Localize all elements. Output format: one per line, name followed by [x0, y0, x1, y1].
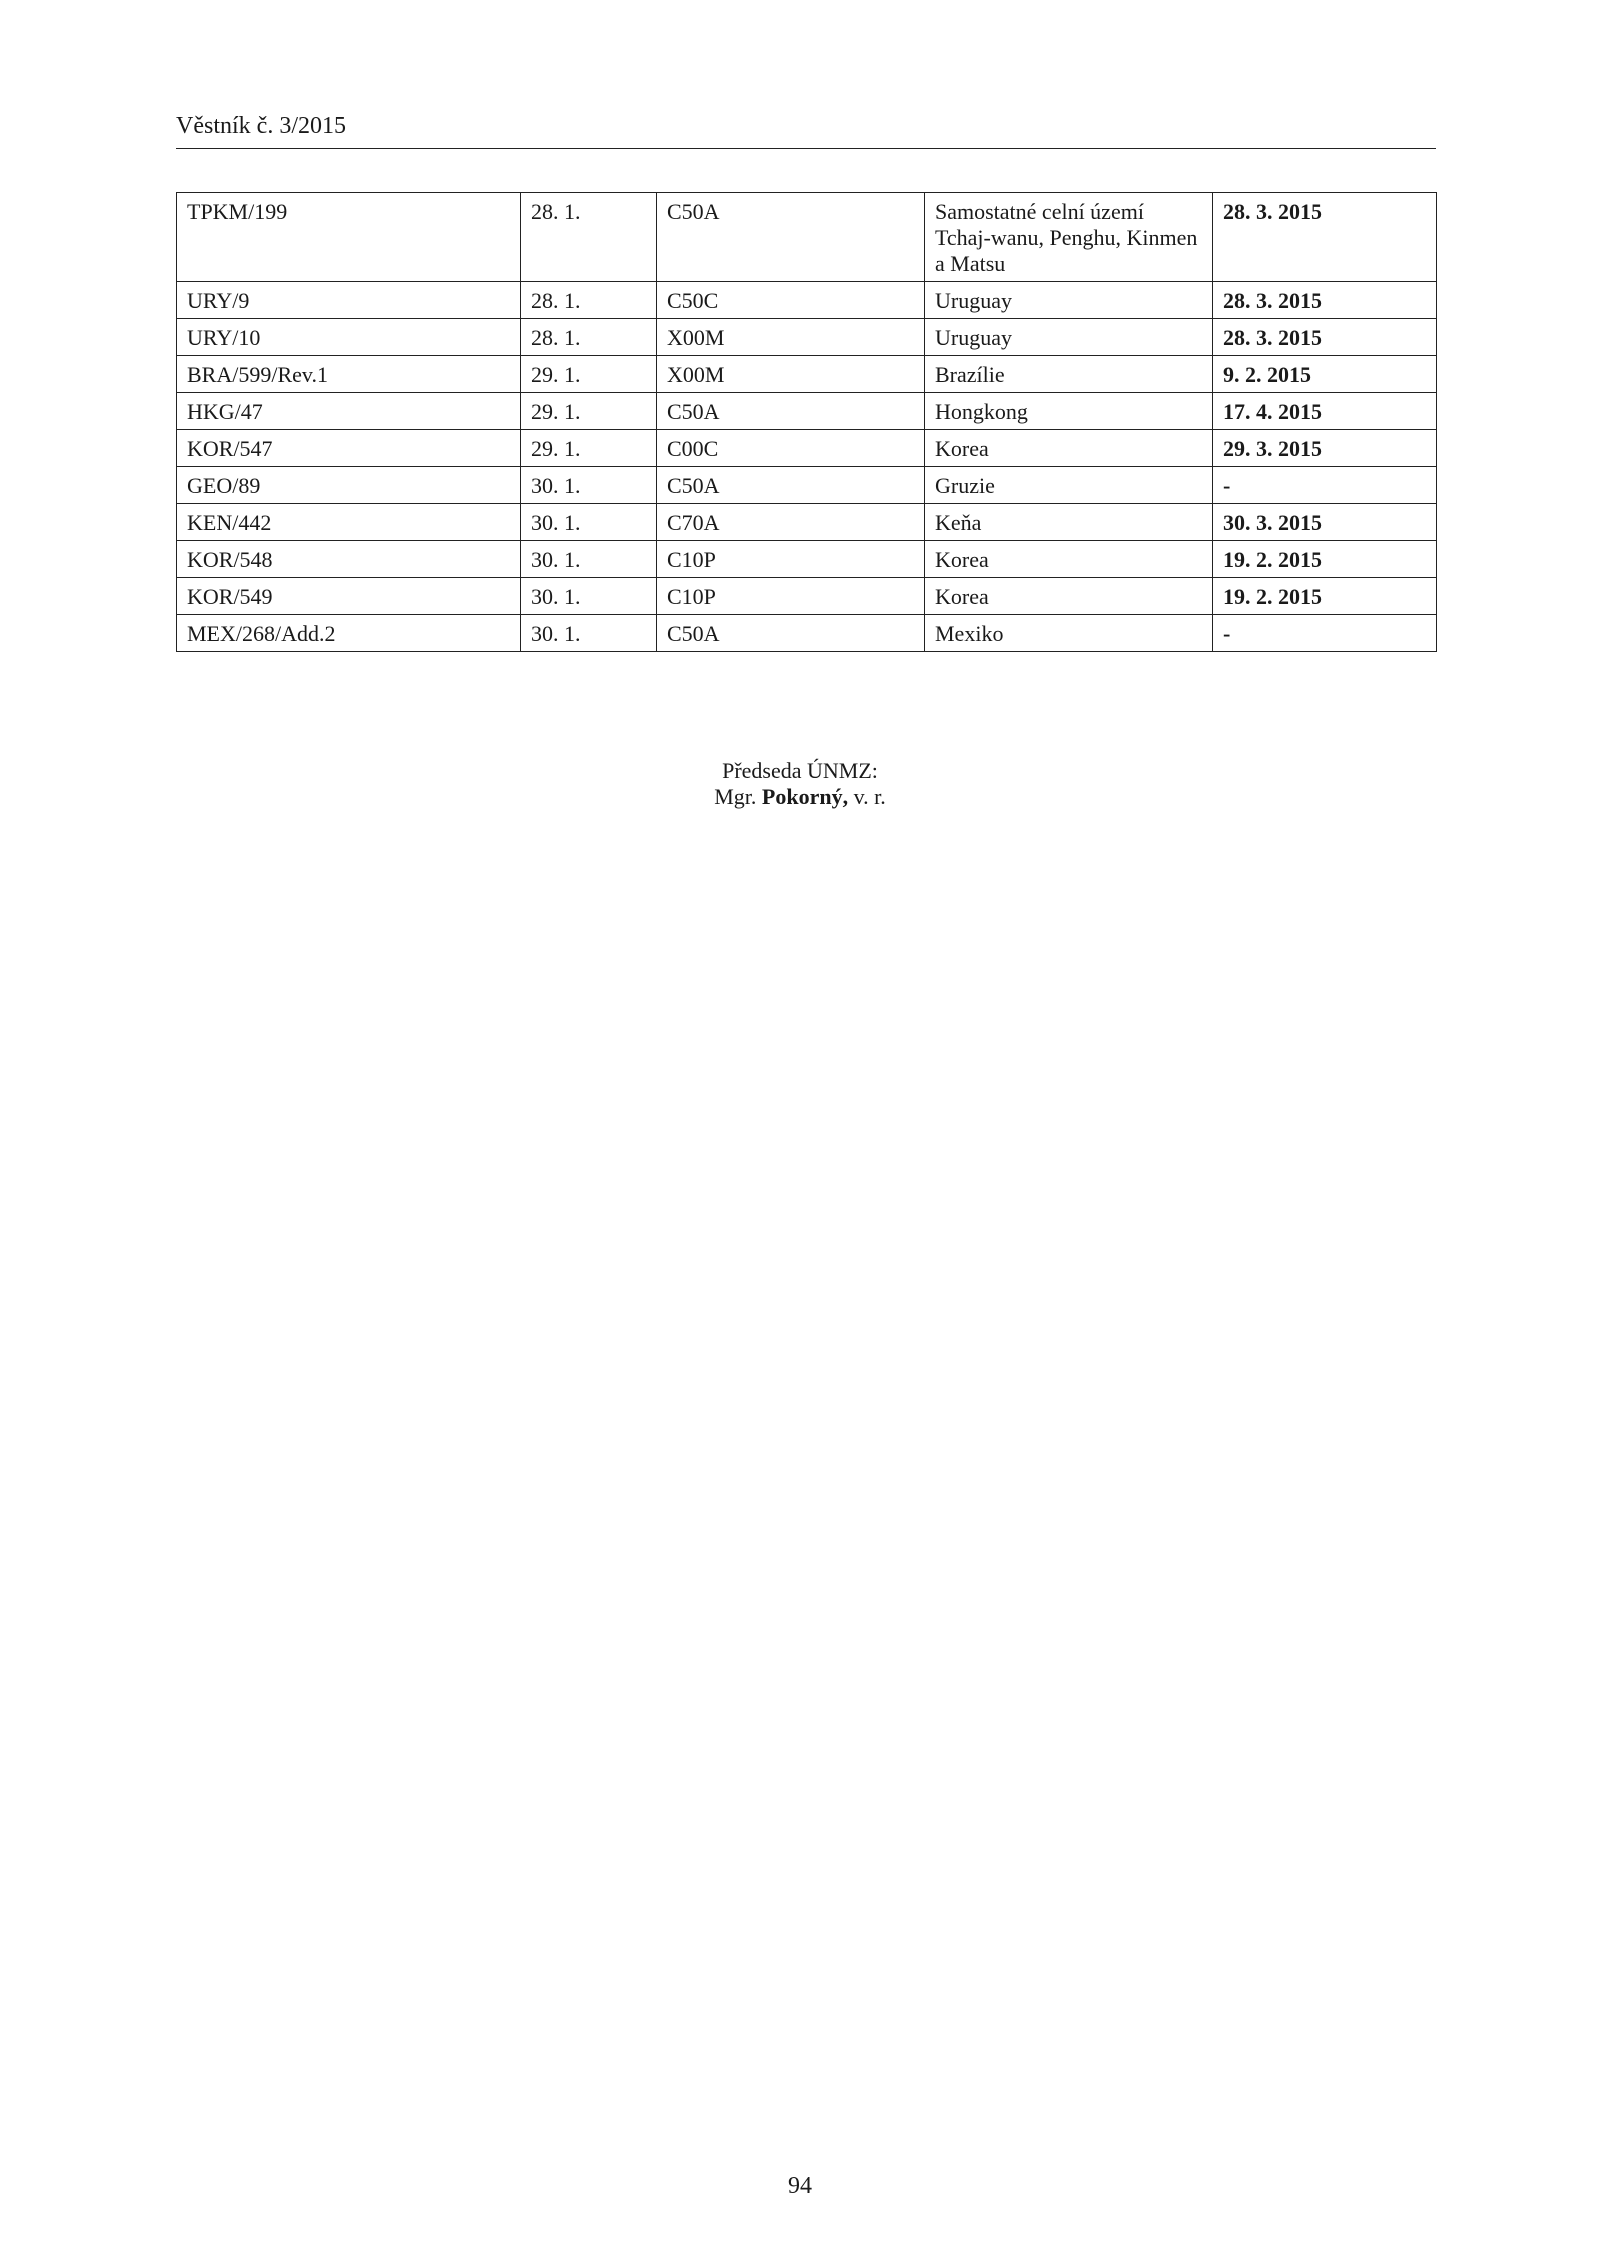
notification-country-cell: Keňa [925, 504, 1213, 541]
notification-date-cell: 30. 1. [521, 578, 657, 615]
table-row [177, 467, 1437, 504]
notification-deadline-cell: 9. 2. 2015 [1213, 356, 1437, 393]
table-row [177, 615, 1437, 652]
signature-block [0, 758, 1600, 810]
notification-table [176, 192, 1437, 652]
notification-country-cell: Gruzie [925, 467, 1213, 504]
notification-date-cell: 28. 1. [521, 193, 657, 282]
notification-code-cell: KOR/548 [177, 541, 521, 578]
notification-type-cell: X00M [657, 356, 925, 393]
notification-date-cell: 28. 1. [521, 319, 657, 356]
table-row [177, 393, 1437, 430]
table-row [177, 578, 1437, 615]
notification-country-cell: Korea [925, 541, 1213, 578]
notification-code-cell: KOR/549 [177, 578, 521, 615]
notification-deadline-cell: 19. 2. 2015 [1213, 578, 1437, 615]
notification-type-cell: X00M [657, 319, 925, 356]
table-row [177, 282, 1437, 319]
notification-type-cell: C50A [657, 467, 925, 504]
notification-type-cell: C50A [657, 193, 925, 282]
table-row [177, 541, 1437, 578]
signature-name-line [0, 784, 1600, 810]
notification-date-cell: 28. 1. [521, 282, 657, 319]
notification-deadline-cell: 28. 3. 2015 [1213, 193, 1437, 282]
table-row [177, 504, 1437, 541]
notification-date-cell: 30. 1. [521, 467, 657, 504]
notification-deadline-cell: - [1213, 615, 1437, 652]
notification-country-cell: Uruguay [925, 319, 1213, 356]
signature-title: Předseda ÚNMZ: [722, 758, 878, 783]
notification-deadline-cell: 28. 3. 2015 [1213, 282, 1437, 319]
signature-name: Pokorný, [761, 784, 849, 809]
notification-date-cell: 30. 1. [521, 504, 657, 541]
page-header [176, 112, 1436, 149]
notification-deadline-cell: 17. 4. 2015 [1213, 393, 1437, 430]
notification-type-cell: C00C [657, 430, 925, 467]
notification-code-cell: TPKM/199 [177, 193, 521, 282]
page-number: 94 [788, 2173, 812, 2199]
notification-deadline-cell: - [1213, 467, 1437, 504]
notification-date-cell: 29. 1. [521, 430, 657, 467]
notification-code-cell: URY/10 [177, 319, 521, 356]
notification-table-body [177, 193, 1437, 652]
table-row [177, 319, 1437, 356]
notification-date-cell: 30. 1. [521, 541, 657, 578]
signature-prefix: Mgr. [714, 784, 757, 809]
notification-code-cell: KOR/547 [177, 430, 521, 467]
notification-code-cell: GEO/89 [177, 467, 521, 504]
notification-deadline-cell: 29. 3. 2015 [1213, 430, 1437, 467]
table-row [177, 430, 1437, 467]
notification-code-cell: KEN/442 [177, 504, 521, 541]
notification-country-cell: Uruguay [925, 282, 1213, 319]
notification-type-cell: C50A [657, 615, 925, 652]
notification-type-cell: C10P [657, 578, 925, 615]
notification-type-cell: C10P [657, 541, 925, 578]
notification-code-cell: BRA/599/Rev.1 [177, 356, 521, 393]
journal-title: Věstník č. 3/2015 [176, 113, 346, 139]
notification-date-cell: 29. 1. [521, 393, 657, 430]
notification-type-cell: C50C [657, 282, 925, 319]
signature-suffix: v. r. [853, 784, 886, 809]
notification-deadline-cell: 28. 3. 2015 [1213, 319, 1437, 356]
notification-date-cell: 30. 1. [521, 615, 657, 652]
notification-deadline-cell: 30. 3. 2015 [1213, 504, 1437, 541]
notification-country-cell: Hongkong [925, 393, 1213, 430]
notification-code-cell: MEX/268/Add.2 [177, 615, 521, 652]
notification-country-cell: Korea [925, 578, 1213, 615]
notification-deadline-cell: 19. 2. 2015 [1213, 541, 1437, 578]
notification-country-cell: Samostatné celní území Tchaj-wanu, Penghu, Kinmen a Matsu [925, 193, 1213, 282]
notification-country-cell: Brazílie [925, 356, 1213, 393]
notification-code-cell: HKG/47 [177, 393, 521, 430]
table-row [177, 193, 1437, 282]
notification-country-cell: Korea [925, 430, 1213, 467]
notification-type-cell: C50A [657, 393, 925, 430]
notification-date-cell: 29. 1. [521, 356, 657, 393]
notification-code-cell: URY/9 [177, 282, 521, 319]
notification-country-cell: Mexiko [925, 615, 1213, 652]
notification-type-cell: C70A [657, 504, 925, 541]
table-row [177, 356, 1437, 393]
